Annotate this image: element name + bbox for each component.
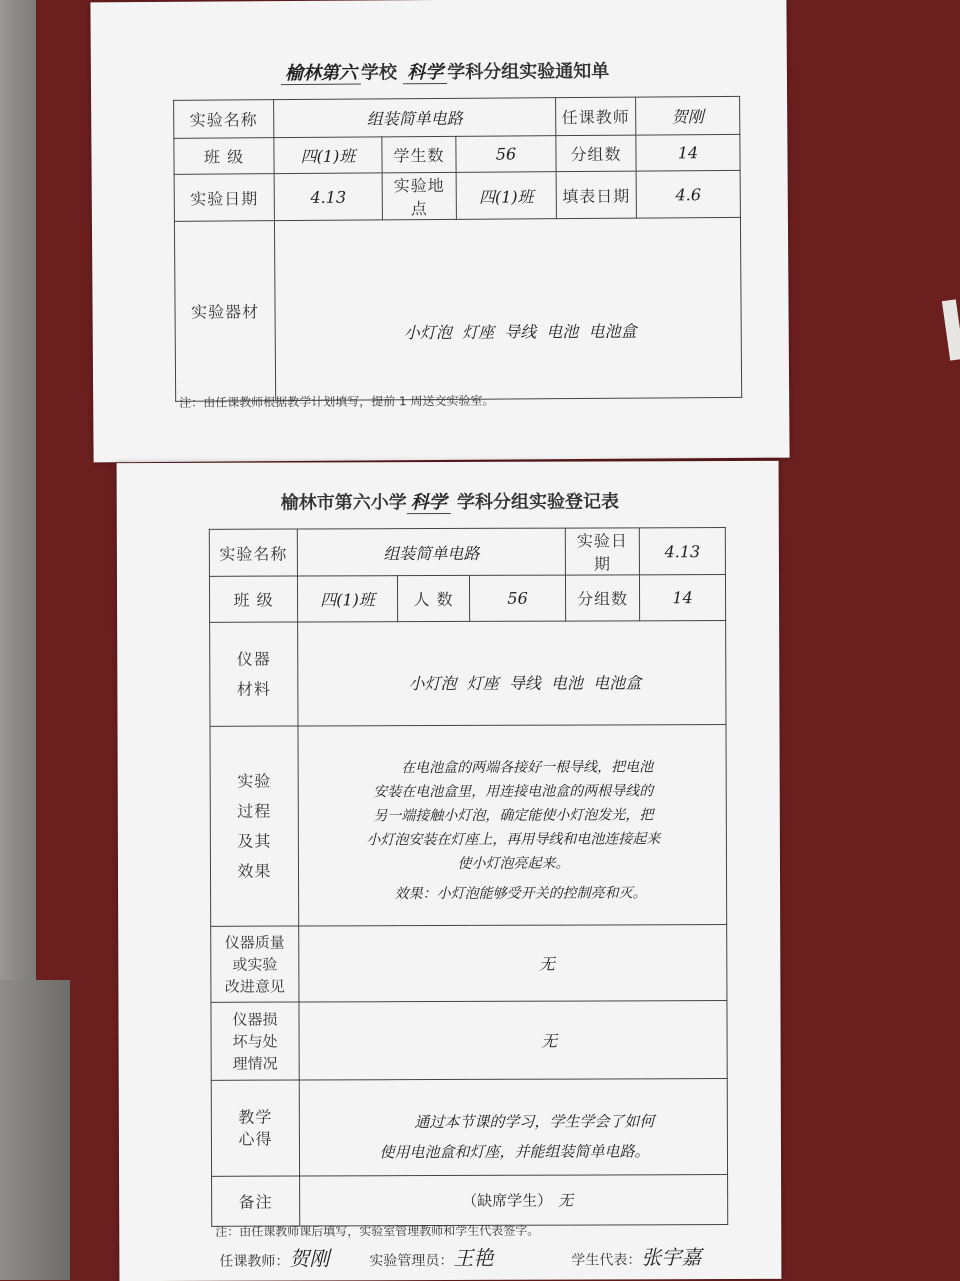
notice-label-location: 实验地点 — [382, 172, 456, 220]
notice-label-class: 班 级 — [174, 138, 274, 175]
register-label-equipment-2: 材料 — [236, 679, 271, 699]
notice-label-exp-date: 实验日期 — [174, 174, 274, 222]
signature-teacher-value: 贺刚 — [289, 1246, 330, 1271]
register-subject: 科学 — [407, 492, 451, 514]
register-label-people: 人 数 — [397, 575, 469, 621]
register-class: 四(1)班 — [297, 576, 397, 622]
signature-student-label: 学生代表： — [571, 1252, 642, 1269]
notice-class: 四(1)班 — [274, 137, 382, 174]
register-remarks-value: 无 — [558, 1191, 574, 1210]
register-title — [281, 487, 619, 514]
process-line-3: 另一端接触小灯泡，确定能使小灯泡发光，把 — [373, 806, 654, 824]
register-exp-date: 4.13 — [639, 528, 725, 575]
register-label-remarks: 备注 — [212, 1176, 300, 1226]
notice-label-students: 学生数 — [382, 136, 456, 173]
notice-school-handwritten: 榆林第六 — [281, 63, 361, 86]
register-label-damage-1: 仪器损 — [232, 1010, 278, 1029]
register-teaching — [299, 1079, 727, 1176]
register-sheet — [117, 461, 782, 1281]
notice-note: 注：由任课教师根据教学计划填写，提前 1 周送交实验室。 — [179, 393, 495, 410]
register-label-class: 班 级 — [209, 576, 297, 622]
register-label-groups: 分组数 — [565, 575, 639, 621]
register-label-process — [210, 726, 299, 926]
notice-label-exp-name: 实验名称 — [174, 100, 274, 139]
notice-subject: 科学 — [403, 62, 447, 84]
register-exp-name: 组装简单电路 — [297, 528, 565, 576]
register-label-process-2: 过程 — [237, 801, 272, 821]
register-label-damage-2: 坏与处 — [232, 1032, 278, 1051]
register-remarks — [300, 1175, 728, 1226]
signature-admin-label: 实验管理员： — [369, 1252, 454, 1270]
register-label-quality-1: 仪器质量 — [224, 933, 285, 952]
process-result: 效果：小灯泡能够受开关的控制亮和灭。 — [394, 884, 647, 902]
register-process — [298, 725, 727, 926]
register-label-process-4: 效果 — [237, 861, 272, 881]
register-equipment: 小灯泡 灯座 导线 电池 电池盒 — [298, 621, 726, 726]
register-label-teaching — [211, 1080, 299, 1176]
signature-admin-value: 王艳 — [453, 1245, 494, 1270]
register-table — [209, 527, 728, 1227]
notice-title-rest: 学科分组实验通知单 — [447, 60, 610, 83]
register-label-quality-2: 或实验 — [232, 955, 278, 974]
signature-student-value: 张宇嘉 — [641, 1245, 702, 1270]
register-damage: 无 — [299, 1001, 727, 1080]
register-label-teaching-2: 心得 — [238, 1129, 273, 1149]
signature-teacher-label: 任课教师： — [219, 1253, 290, 1270]
register-label-process-1: 实验 — [237, 771, 272, 791]
register-label-teaching-1: 教学 — [238, 1107, 273, 1127]
register-note: 注：由任课教师课后填写，实验室管理教师和学生代表签字。 — [215, 1223, 540, 1239]
notice-teacher: 贺刚 — [636, 96, 740, 135]
process-line-1: 在电池盒的两端各接好一根导线，把电池 — [401, 758, 654, 776]
notice-equipment: 小灯泡 灯座 导线 电池 电池盒 — [274, 217, 741, 400]
register-label-damage — [211, 1002, 299, 1080]
background-paper-edge — [942, 299, 960, 360]
notice-label-groups: 分组数 — [556, 135, 636, 172]
register-quality: 无 — [299, 925, 727, 1002]
register-label-damage-3: 理情况 — [232, 1054, 278, 1073]
register-people: 56 — [469, 575, 565, 621]
notice-students: 56 — [456, 136, 556, 173]
register-label-quality-3: 改进意见 — [224, 977, 285, 996]
signature-teacher — [219, 1242, 329, 1271]
notice-location: 四(1)班 — [456, 172, 556, 220]
register-school: 榆林市第六小学 — [280, 492, 407, 514]
register-title-rest: 学科分组实验登记表 — [456, 491, 620, 513]
signature-student — [571, 1241, 701, 1270]
notice-exp-date: 4.13 — [274, 173, 382, 221]
notice-title — [281, 57, 609, 85]
register-label-equipment — [210, 622, 298, 726]
notice-exp-name: 组装简单电路 — [274, 98, 556, 138]
register-label-process-3: 及其 — [237, 831, 272, 851]
register-label-exp-name: 实验名称 — [209, 529, 297, 576]
notice-label-fill-date: 填表日期 — [556, 171, 636, 219]
register-label-exp-date: 实验日期 — [565, 528, 639, 575]
register-label-quality — [211, 926, 299, 1002]
background-floor — [0, 980, 70, 1280]
notice-label-equipment: 实验器材 — [174, 221, 275, 402]
notice-groups: 14 — [636, 134, 740, 171]
signature-admin — [369, 1242, 493, 1271]
process-line-4: 小灯泡安装在灯座上，再用导线和电池连接起来 — [366, 830, 661, 848]
process-line-2: 安装在电池盒里，用连接电池盒的两根导线的 — [373, 782, 654, 800]
notice-fill-date: 4.6 — [636, 170, 740, 218]
register-groups: 14 — [639, 575, 725, 621]
teaching-line-2: 使用电池盒和灯座，并能组装简单电路。 — [379, 1141, 650, 1161]
register-label-equipment-1: 仪器 — [236, 649, 271, 669]
notice-label-teacher: 任课教师 — [556, 97, 636, 136]
notice-sheet — [90, 0, 789, 462]
notice-table — [173, 96, 742, 402]
process-line-5: 使小灯泡亮起来。 — [457, 855, 570, 872]
notice-school-suffix: 学校 — [360, 62, 397, 84]
teaching-line-1: 通过本节课的学习，学生学会了如何 — [414, 1111, 655, 1131]
register-remarks-prefix: （缺席学生） — [462, 1191, 553, 1210]
